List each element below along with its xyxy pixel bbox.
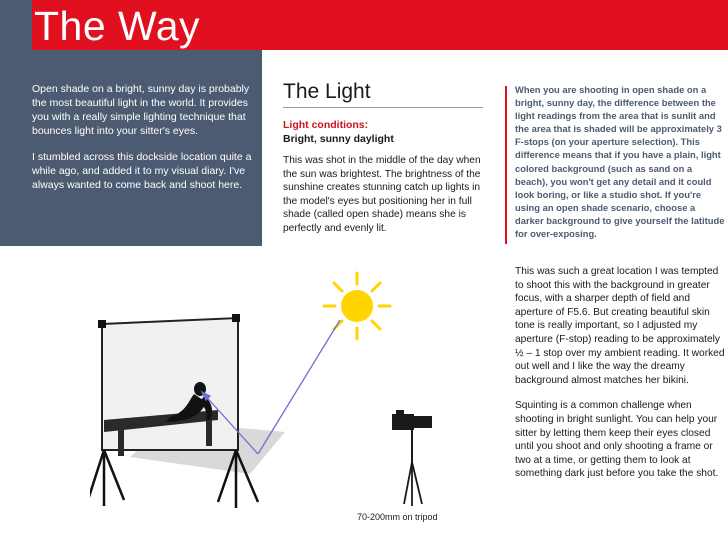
sidebar-tip-text: When you are shooting in open shade on a bright, sunny day, the difference between the light readings from the area that is sunlit and the area that is shaded will be approximately 3 F-stops (on your aperture selection). This difference means that if you have a plain, light colored background (such as sand on a beach), you won't get any detail and it could look boring, or like a studio shot. If you're using an open shade scenario, choose a darker background to give yourself the latitude for over-exposing. <box>515 84 725 240</box>
scrim-frame-icon <box>90 314 258 508</box>
lighting-diagram <box>90 262 510 512</box>
heading-divider <box>283 107 483 108</box>
camera-on-tripod-icon <box>392 410 432 506</box>
intro-paragraph-2: I stumbled across this dockside location quite a while ago, and added it to my visual diary. I've always wanted to come back and shoot here. <box>32 151 252 191</box>
page-title: The Way <box>34 3 201 49</box>
light-body-text: This was shot in the middle of the day when the sun was brightest. The brightness of the sunshine creates stunning catch up lights in the model's eyes but positioning her in full shade (called open shade) means she is perfectly and evenly lit. <box>283 155 481 234</box>
light-conditions-label: Light conditions: <box>283 119 369 131</box>
diagram-caption: 70-200mm on tripod <box>357 512 438 522</box>
sidebar-accent-rule <box>505 86 507 244</box>
light-conditions-value: Bright, sunny daylight <box>283 133 394 145</box>
right-column-text <box>515 265 727 493</box>
title-band <box>0 0 728 52</box>
intro-text <box>32 82 254 204</box>
section-heading-light: The Light <box>283 80 371 103</box>
intro-paragraph-1: Open shade on a bright, sunny day is probably the most beautiful light in the world. It provides you with a really simple lighting technique that bounces light into your sitter's eyes. <box>32 83 250 137</box>
right-paragraph-2: Squinting is a common challenge when shooting in bright sunlight. You can help your sitter by letting them keep their eyes closed until you shoot and only shooting a frame or two at a time, or getting them to look at something dark just before you take the shot. <box>515 400 719 480</box>
right-paragraph-1: This was such a great location I was tempted to shoot this with the background in greater focus, with a sharper depth of field and aperture of F5.6. But creating beautiful skin tone is really important, so I adjusted my aperture (F-stop) reading to be approximately ½ – 1 stop over my ambient reading. It worked out well and I like the way the dreamy background almost matches her bikini. <box>515 266 725 386</box>
title-navy-block <box>0 0 32 50</box>
